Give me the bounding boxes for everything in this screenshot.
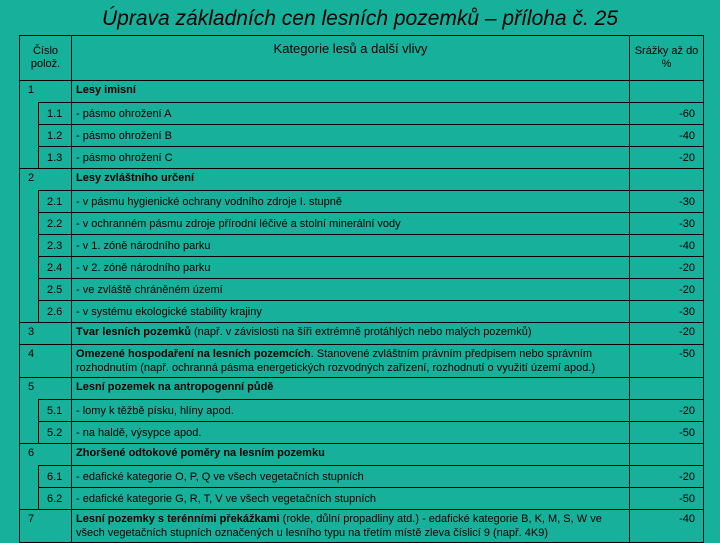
table-row-sub [20, 279, 704, 301]
table-row-sub [20, 466, 704, 488]
table-row-main [20, 169, 704, 191]
row-category: - na haldě, výsypce apod. [72, 422, 630, 444]
row-deduction: -20 [630, 466, 704, 488]
row-category: - v pásmu hygienické ochrany vodního zdroje I. stupně [72, 191, 630, 213]
row-deduction: -40 [630, 235, 704, 257]
row-category: - pásmo ohrožení C [72, 147, 630, 169]
row-number: 6.2 [39, 488, 72, 510]
table-row-main [20, 323, 704, 345]
table-row-sub [20, 400, 704, 422]
row-deduction: -20 [630, 279, 704, 301]
table-row-sub [20, 213, 704, 235]
row-deduction [630, 378, 704, 400]
table-row-sub [20, 257, 704, 279]
row-number: 1.3 [39, 147, 72, 169]
row-indent [20, 488, 39, 510]
row-category [72, 345, 630, 378]
row-indent [20, 235, 39, 257]
table-row-sub [20, 125, 704, 147]
row-category-rest: . Stanovené zvláštním právním předpisem nebo správním rozhodnutím (např. ochranná pásma energetických rozvodných zařízení, rozhodnutí o využití území apod.) [76, 348, 596, 374]
row-category-bold: Omezené hospodaření na lesních pozemcích [76, 348, 311, 360]
row-number: 7 [20, 510, 72, 543]
row-number: 2.3 [39, 235, 72, 257]
row-category [72, 81, 630, 103]
row-category [72, 444, 630, 466]
row-number: 5.2 [39, 422, 72, 444]
row-indent [20, 400, 39, 422]
row-number: 6.1 [39, 466, 72, 488]
row-deduction: -50 [630, 488, 704, 510]
row-deduction: -40 [630, 125, 704, 147]
row-number: 5 [20, 378, 72, 400]
row-category: - edafické kategorie O, P, Q ve všech vegetačních stupních [72, 466, 630, 488]
table-row-sub [20, 422, 704, 444]
row-deduction: -20 [630, 147, 704, 169]
table-row-main [20, 345, 704, 378]
row-number: 1 [20, 81, 72, 103]
table-row-main [20, 81, 704, 103]
row-deduction: -60 [630, 103, 704, 125]
row-deduction: -20 [630, 400, 704, 422]
row-number: 2.5 [39, 279, 72, 301]
table-row-sub [20, 488, 704, 510]
row-indent [20, 125, 39, 147]
row-category [72, 510, 630, 543]
row-indent [20, 279, 39, 301]
row-deduction [630, 169, 704, 191]
row-category [72, 169, 630, 191]
row-category: - v 2. zóně národního parku [72, 257, 630, 279]
table-header-row [20, 36, 704, 81]
row-indent [20, 257, 39, 279]
header-number: Číslo polož. [20, 36, 72, 81]
row-category: - v 1. zóně národního parku [72, 235, 630, 257]
table-row-main [20, 510, 704, 543]
table-row-sub [20, 147, 704, 169]
row-category: - v systému ekologické stability krajiny [72, 301, 630, 323]
row-indent [20, 213, 39, 235]
table-row-sub [20, 301, 704, 323]
row-category-bold: Lesy zvláštního určení [76, 172, 194, 184]
row-number: 2.1 [39, 191, 72, 213]
row-category-bold: Zhoršené odtokové poměry na lesním pozemku [76, 447, 325, 459]
row-category: - lomy k těžbě písku, hlíny apod. [72, 400, 630, 422]
row-category: - v ochranném pásmu zdroje přírodní léčivé a stolní minerální vody [72, 213, 630, 235]
row-indent [20, 301, 39, 323]
table-row-main [20, 378, 704, 400]
row-number: 5.1 [39, 400, 72, 422]
row-category [72, 378, 630, 400]
row-category-bold: Lesy imisní [76, 84, 136, 96]
table-row-sub [20, 191, 704, 213]
row-indent [20, 103, 39, 125]
row-category-bold: Lesní pozemek na antropogenní půdě [76, 381, 274, 393]
row-category: - edafické kategorie G, R, T, V ve všech vegetačních stupních [72, 488, 630, 510]
row-number: 2.2 [39, 213, 72, 235]
row-number: 1.1 [39, 103, 72, 125]
row-deduction [630, 444, 704, 466]
row-deduction: -20 [630, 323, 704, 345]
row-deduction: -40 [630, 510, 704, 543]
row-deduction [630, 81, 704, 103]
header-category: Kategorie lesů a další vlivy [72, 36, 630, 81]
header-deduction: Srážky až do % [630, 36, 704, 81]
row-number: 4 [20, 345, 72, 378]
row-category: - pásmo ohrožení B [72, 125, 630, 147]
row-category [72, 323, 630, 345]
row-indent [20, 422, 39, 444]
row-indent [20, 191, 39, 213]
row-number: 2.4 [39, 257, 72, 279]
row-category-bold: Tvar lesních pozemků [76, 326, 191, 338]
page-title: Úprava základních cen lesních pozemků – příloha č. 25 [102, 7, 618, 30]
table-row-main [20, 444, 704, 466]
row-indent [20, 466, 39, 488]
row-number: 6 [20, 444, 72, 466]
row-number: 3 [20, 323, 72, 345]
row-number: 1.2 [39, 125, 72, 147]
row-deduction: -30 [630, 191, 704, 213]
row-deduction: -20 [630, 257, 704, 279]
row-deduction: -30 [630, 213, 704, 235]
row-category-bold: Lesní pozemky s terénními překážkami [76, 513, 280, 525]
row-number: 2.6 [39, 301, 72, 323]
row-category: - pásmo ohrožení A [72, 103, 630, 125]
row-deduction: -50 [630, 422, 704, 444]
price-adjustment-table [19, 35, 704, 543]
table-row-sub [20, 235, 704, 257]
row-deduction: -50 [630, 345, 704, 378]
row-number: 2 [20, 169, 72, 191]
row-indent [20, 147, 39, 169]
row-category-rest: (rokle, důlní propadliny atd.) - edafické kategorie B, K, M, S, W ve všech vegetačních stupních označených u lesního typu na třetím místě zleva číslicí 9 (např. 4K9) [76, 513, 602, 539]
table-row-sub [20, 103, 704, 125]
row-deduction: -30 [630, 301, 704, 323]
row-category: - ve zvláště chráněném území [72, 279, 630, 301]
row-category-rest: (např. v závislosti na šíři extrémně protáhlých nebo malých pozemků) [190, 326, 532, 338]
